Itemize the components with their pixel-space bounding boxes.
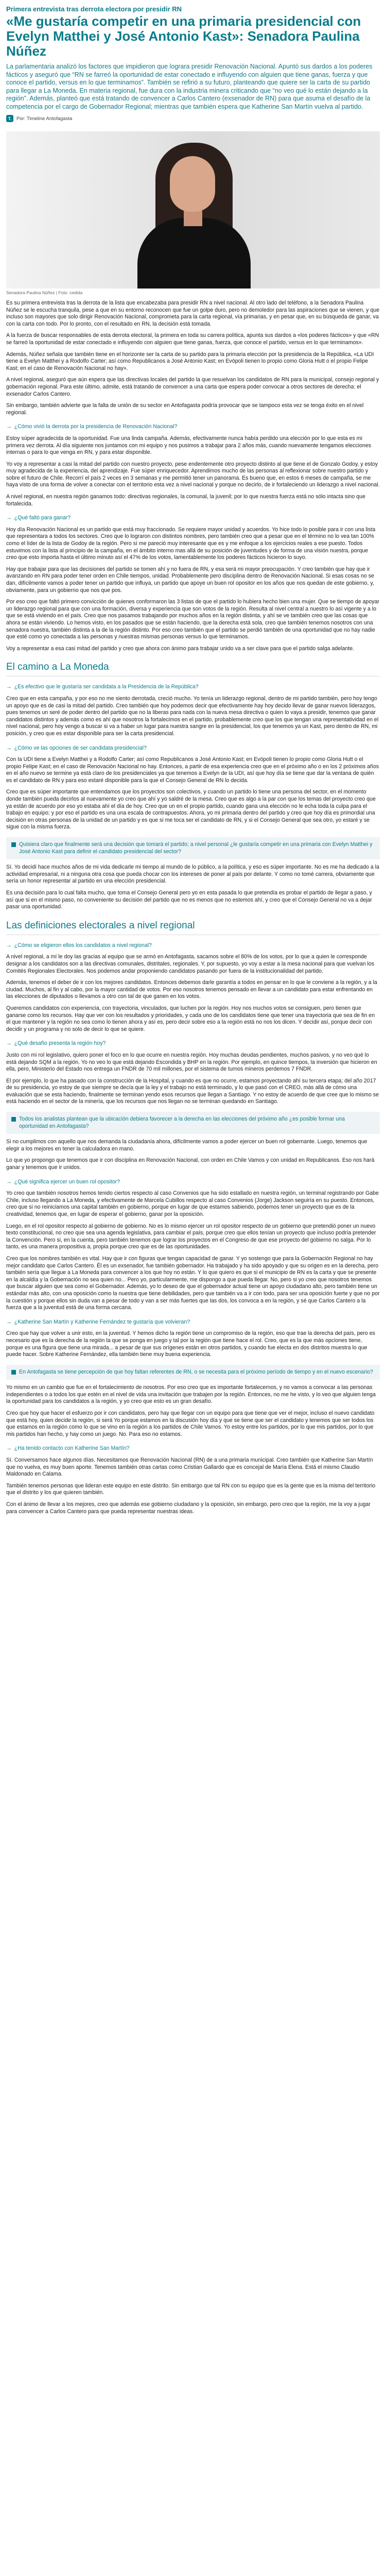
square-bullet-icon [11, 1117, 16, 1122]
arrow-right-icon: → [6, 942, 12, 948]
paragraph: Sin embargo, también advierte que la falta de unión de su sector en Antofagasta podría provocar que se tampoco esta vez se tenga éxito en el nivel regional. [6, 402, 364, 416]
paragraph: Lo que yo propongo que tenemos que ir con disciplina en Renovación Nacional, con orden en Chile Vamos y con unidad en Republicanos. Eso nos hará ganar y tenemos que ir unidos. [6, 1157, 375, 1171]
question-text: ¿Qué desafío presenta la región hoy? [14, 1040, 106, 1047]
paragraph: A nivel regional, a mí le doy las gracias al equipo que se armó en Antofagasta, sacamos sobre el 80% de los votos, por lo que a quien le corresponde designar a los candidatos son a las directivas comunales, distritales, regionales. Y, por supuesto, yo voy a estar a la mesa nacional para que vuelvan los Comités Regionales Electorales. Nos podemos andar proponiendo candidatos pasando por fuera de la institucionalidad del partido. [6, 954, 375, 974]
paragraph: Luego, en el rol opositor respecto al gobierno de gobierno. No es lo mismo ejercer un rol opositor respecto de un gobierno que pretendió poner un nuevo texto constitucional, no creo que sea una agenda legislativa, para cambiar el país, porque creo que ellos tenían un proyecto que incluso podría pretender la Convención. Pero si, en la cuenta, pero también tenemos que lograr los proyectos en el Congreso de que ese proyecto del gobierno no salga. Por lo tanto, es una manera propositiva a, propia porque creo que es de las oportunidades. [6, 1223, 376, 1250]
square-bullet-icon [11, 1370, 16, 1375]
interview-question [6, 1040, 380, 1047]
arrow-right-icon: → [6, 1445, 12, 1452]
paragraph: Creo que en esta campaña, y por eso no me siento derrotada, creció mucho. Yo tenía un liderazgo regional, dentro de mi partido también, pero hoy tengo un apoyo que es de casi la mitad del partido. Creo también que hoy podemos decir que efectivamente hay hoy decido llevar de ganar nuevos liderazgos, pues tenemos un seré de poder dentro del partido que no la liberas para nada con la nueva mesa directiva o quien lo vaya a presidir, tenemos que ganar candidatos distintos y además como es ahí que nosotros la fortalecimos en el partido, probablemente creo que los que tengan una representatividad en el nivel nacional, pero hoy vengo a buscar si va a haber un lugar para nuestra sangre en la presidencial, los que tenemos ya un Kast, pero dentro de RN, mi posición, y creo que es estar disponible para ser la carta presidencial. [6, 695, 379, 737]
paragraph: Además, Núñez señala que también tiene en el horizonte ser la carta de su partido para la primaria elección por la presidencia de la República, «La UDI tiene a Evelyn Matthei y a Rodolfo Carter; así como Republicanos a José Antonio Kast; en Evópoli tienen lo propio como Gloria Hutt o el propio Felipe Kast; en el caso de Renovación Nacional no hay». [6, 351, 374, 371]
paragraph: Sí. Conversamos hace algunos días. Necesitamos que Renovación Nacional (RN) de a una primaria municipal. Creo también que Katherine San Martín que no vuelva, es muy buen aporte. Tenemos también otras cartas como Cristian Gallardo que es concejal de María Elena. Está el mismo Claudio Maldonado en Calama. [6, 1457, 373, 1478]
paragraph: Es una decisión para lo cual falta mucho, que toma el Consejo General pero yo en esta pasada lo que pretendía es probar el partido de llegar a paso, y así que si en el mismo paso, no conveniente su decisión del partido que no es menos que no estemos ahí, y creo que el Consejo General no va a dejar pasar una oportunidad. [6, 890, 372, 910]
article-title: «Me gustaría competir en una primaria presidencial con Evelyn Matthei y José Antonio Kast»: Senadora Paulina Núñez [6, 13, 361, 59]
photo-body [137, 218, 251, 289]
interview-question [6, 942, 380, 950]
paragraph: A nivel regional, en nuestra región ganamos todo: directivas regionales, la comunal, la juvenil; por lo que nuestra fuerza está no sólo intacta sino que fortalecida. [6, 494, 365, 507]
arrow-right-icon: → [6, 1040, 12, 1047]
question-text: ¿Es efectivo que le gustaría ser candidata a la Presidencia de la República? [14, 684, 199, 690]
photo-caption: Senadora Paulina Núñez | Foto: cedida [6, 290, 83, 295]
interview-question [6, 1319, 380, 1326]
paragraph: Yo voy a representar a casi la mitad del partido con nuestro proyecto, pese endentemente otro proyecto distinto al que tiene el de Gonzalo Godoy, y estoy muy agradecida de la experiencia, del aprendizaje. Fue súper enriquecedor. Aprendimos mucho de las personas al reflexionar sobre nuestro partido y sobre el futuro de Chile. Recorrí el país 2 veces en 3 semanas y me permitió tener un panorama. Es bueno que, en estos 6 meses de campaña, se me haya visto de una forma de volver a conectar con el territorio esta vez a nivel nacional y porque no decirlo, de ir fortaleciendo un liderazgo a nivel nacional. [6, 461, 380, 488]
paragraph: Con la UDI tiene a Evelyn Matthei y a Rodolfo Carter; así como Republicanos a José Antonio Kast; en Evópoli tienen lo propio como Gloria Hutt o el propio Felipe Kast; en el caso de Renovación Nacional no hay. Entonces, a partir de esa experiencia creo que en el próximo año o en los 2 próximos años en el año nuevo se termine ya está claro de los presidenciales ya que tenemos a Evelyn de la UDI, así que hoy día se tiene que dar la ventana de quién es el candidato de RN y para eso estaré disponible para la que el Consejo General de RN lo decida. [6, 756, 379, 784]
highlight-text: Todos los analistas plantean que la ubicación debiera favorecer a la derecha en las elecciones del próximo año ¿es posible formar una oportunidad en Antofagasta? [19, 1116, 345, 1129]
paragraph: Si no cumplimos con aquello que nos demanda la ciudadanía ahora, difícilmente vamos a poder ejercer un buen rol gobernante. Luego, tenemos que elegir a los mejores en tener la calculadora en mano. [6, 1139, 367, 1152]
interview-question [6, 1445, 380, 1452]
square-bullet-icon [11, 842, 16, 847]
section-heading: Las definiciones electorales a nivel regional [6, 920, 195, 931]
article-kicker: Primera entrevista tras derrota electora por presidir RN [6, 5, 182, 13]
question-text: ¿Ha tenido contacto con Katherine San Martín? [14, 1445, 130, 1452]
paragraph: Estoy súper agradecida de la oportunidad. Fue una linda campaña. Además, efectivamente nunca había perdido una elección por lo que esta es mi primera vez derrota. Al día siguiente nos juntamos con mi equipo y nos pusimos a trabajar para 2 años más, cuando nuevamente tengamos elecciones internas o para lo que venga en RN, y para estar disponible. [6, 435, 372, 456]
byline [6, 115, 380, 122]
paragraph: También tenemos personas que lideran este equipo en este distrito. Sin embargo que tal RN con su equipo que es la gente que es la misma del territorio que el distrito y los que quieren también. [6, 1482, 376, 1496]
highlight-text: Quisiera claro que finalmente será una decisión que tomará el partido; a nivel personal ¿le gustaría competir en una primaria con Evelyn Matthei y José Antonio Kast para definir el candidato presidencial del sector? [19, 841, 373, 855]
highlight-question [6, 1112, 380, 1134]
question-text: ¿Qué significa ejercer un buen rol opositor? [14, 1178, 120, 1185]
paragraph: Con el ánimo de llevar a los mejores, creo que además ese gobierno ciudadano y la oposición, sin embargo, pero creo que la región, me la voy a jugar para convencer a Carlos Cantero para que pueda representar nuestras ideas. [6, 1501, 371, 1515]
paragraph: Hay que trabajar para que las decisiones del partido se tomen ahí y no fuera de RN, y esa será mi mayor preocupación. Y creo también que hay que ir avanzando en RN para poder tener orden en Chile tiempos, unidad. Probablemente pero disciplina dentro de Renovación Nacional. Si esas cosas no se dan, difícilmente vamos a poder tener un partido que influya, un partido que apoye un buen rol opositor en los años que nos quedan de este gobierno, y, obviamente, para un gobierno que nos que pos. [6, 566, 374, 594]
paragraph: Justo con mi rol legislativo, quiero poner el foco en lo que ocurre en nuestra región. Hoy muchas deudas pendientes, muchos pasivos, y no veo qué lo está dejando SQM a la región. Yo no veo lo que está dejando Escondida y BHP en la región. Por ejemplo, en quince tiempos, la inversión que hicieron en ella, pero, Ministerio del Estado nos entrega un FNDR de 70 mil millones, por el sistema de turnos mineros perdemos 7 FNDR. [6, 1052, 377, 1073]
interview-question [6, 1179, 380, 1186]
section-header [6, 662, 380, 676]
interview-question [6, 515, 380, 522]
arrow-right-icon: → [6, 515, 12, 521]
question-text: ¿Cómo se eligieron ellos los candidatos a nivel regional? [14, 942, 152, 948]
question-text: ¿Katherine San Martín y Katherine Fernández te gustaría que volvieran? [14, 1318, 190, 1325]
paragraph: A la fuerza de buscar responsables de esta derrota electoral, la primera en toda su carrera política, apunta sus dardos a «los poderes fácticos» y que «RN se farreó la oportunidad de estar conectado e influyendo con alguien que tiene ganas, fuerza, que conoce el partido, versus en lo que terminamos». [6, 332, 379, 346]
interview-question [6, 423, 380, 431]
arrow-right-icon: → [6, 423, 12, 430]
paragraph: Creo que es súper importante que entendamos que los proyectos son colectivos, y cuando un partido lo tiene una persona del sector, en el momento donde también pueda decirlos al nuevamente yo creo que ahí y yo saldré de la mesa. Creo que es algo a la par con que los temas del proyecto creo que ya están de acuerdo por eso yo estaba ahí el día de hoy. Creo que un en el propio partido, cuando gana una elección no le echa toda la culpa para el trabajo en equipo; y por eso el partido es una una escala de contrapuestos. Ahora, yo mi primaria dentro del partido y creo que hoy día es primordial una decisión en otras personas de la unidad de un partido y es que si me toca ser el candidato de RN, y si el Consejo General que sea otro, yo estaré y se sigue con la misma fuerza. [6, 789, 376, 831]
paragraph: Yo creo que también nosotros hemos tenido ciertos respecto al caso Convenios que ha sido estallado en nuestra región, un terminal registrando por Gabe Chile, incluso llegando a La Moneda, y efectivamente de Marcela Cubillos respecto al caso Convenios (Jorge) Jackson seguiría en su puesto. Entonces, creo que si no reiniciamos una capital también en gobierno, porque en lugar de que estamos sabiendo, podemos tener un proyecto que es de la creatividad, tenemos que, en lugar de esperar el gobierno, ganar por la oposición. [6, 1190, 379, 1217]
article-body [6, 300, 380, 1515]
photo-face [170, 156, 215, 212]
paragraph: Además, tenemos el deber de ir con los mejores candidatos. Entonces debemos darle garantía a todos en pensar en lo que le conviene a la región, y a la ciudad. Muchos, al fin y al cabo, por la mayor cantidad de votos. Por eso nosotros tenemos pensado en llevar a un candidato para estar enfrentando en las elecciones de diputados o llevamos a otro con tal de que ganen en los votos. [6, 979, 377, 1000]
paragraph: Es su primera entrevista tras la derrota de la lista que encabezaba para presidir RN a nivel nacional. Al otro lado del teléfono, a la Senadora Paulina Núñez se le escucha tranquila, pese a que en su entorno reconocen que fue un golpe duro, pero no demoledor para las aspiraciones que se vienen, y que incluso son mayores que solo dirigir Renovación Nacional, comprometa para la carta regional, vía primarias, y en pesar que, en su búsqueda de ganar, va con la carta con todo. Por lo pronto, con el resultado en RN, la decisión está tomada. [6, 300, 379, 327]
article-photo [6, 131, 380, 289]
paragraph: Yo mismo en un cambio que fue en el fortalecimiento de nosotros. Por eso creo que es importante fortalecernos, y no vamos a convocar a las personas independientes o a todos los que estén en el nivel de vida una invitación que trabajen por la región. Entonces, no me he visto, y lo veo que alguien tenga la oportunidad para los candidatos a la región, y yo creo que esto es un gran desafío. [6, 1384, 376, 1405]
paragraph: Por eso creo que faltó primero convicción de quienes conformaron las 3 listas de que el partido lo hubiera hecho bien una mujer. Que se tiempo de apoyar un liderazgo regional para que con una formación, diversa y experiencia que son votos de la región. Resulta al nivel central a nuestro lo así vigente y a lo que se está viviendo en el país. Creo que nos pasamos trabajando por muchos años en la región distinta, y ahí se ve también creo que las cosas que ahora se están viviendo. Lo hemos visto, en los pasados que se están haciendo, que la derecha está sola, creo que también tenemos nosotros con una senadora nuestra, también distinta a la de la región distinto. Por eso creo también que el partido se perdió también de una oportunidad que no hay nadie que esté como yo conectada a las personas y nuestras mismas personas versus lo que terminamos. [6, 599, 379, 640]
paragraph: Sí. Yo decidí hace muchos años de mi vida dedicarle mi tiempo al mundo de lo público, a la política, y eso es súper importante. No es me ha dedicado a la actividad empresarial, ni a ninguna otra cosa que pueda chocar con los intereses de poner al país por delante. Y como no tomé carrera, obviamente que sería un honor representar al partido en una elección presidencial. [6, 864, 379, 885]
question-text: ¿Qué faltó para ganar? [14, 515, 71, 521]
highlight-question [6, 837, 380, 859]
arrow-right-icon: → [6, 1178, 12, 1185]
paragraph: Voy a representar a esa casi mitad del partido y creo que ahora con ánimo para trabajar unido va a ser clave para que el partido salga adelante. [6, 645, 355, 652]
interview-question [6, 745, 380, 752]
highlight-question [6, 1365, 380, 1380]
paragraph: Hoy día Renovación Nacional es un partido que está muy fraccionado. Se requiere mayor unidad y acuerdos. Yo hice todo lo posible para ir con una lista que representara a todos los sectores. Creo que lo lograron con distintos nombres, pero también creo que a pesar que en el término no lo vea tan 100% como el líder de la lista de Godoy de la región. Pero sí me pareció muy interesante que es y me enfoque a los ejercicios reales a ese puesto. Todos estuvimos con la lista al principio de la campaña, en el ámbito interno mas allá de su posición de juventudes y de forma de una visión nuestra, porque creo que esto importa hasta el último minuto así el 47% de los votos, lamentablemente los poderes fácticos hicieron lo suyo. [6, 526, 376, 561]
article-lead: La parlamentaria analizó los factores que impidieron que lograra presidir Renovación Nacional. Apuntó sus dardos a los poderes fácticos y aseguró que “RN se farreó la oportunidad de estar conectado e influyendo con alguien que tiene ganas, fuerza y que conoce el partido, versus en lo que terminamos”. También se refirió a su futuro, planteando que quiere ser la carta de su partido para llegar a La Moneda. En materia regional, fue dura con la industria minera criticando que “no veo qué lo están dejando a la región”. Además, planteó que está tratando de convencer a Carlos Cantero (exsenador de RN) para que asuma el desafío de la competencia por el cargo de Gobernador Regional; mientras que también espera que Katherine San Martín vuelva al partido. [6, 63, 373, 110]
author-name[interactable]: Por: Timeline Antofagasta [16, 115, 73, 122]
author-avatar: T. [6, 115, 13, 122]
paragraph: Creo que hoy que hacer el esfuerzo por ir con candidatos, pero hay que llegar con un equipo para que tiene que ver el mejor, incluso el nuevo candidato que está hoy, quien decide la región, si será Yo porque estamos en la discusión hoy día y que se tiene que ser el candidato y tenemos que ser todos los que estamos en la región como lo que se vino en la región a los partidos de Chile Vamos. Yo estoy entre los partidos, por lo que mis partidos, por lo que mis partidos han hecho, y hay como un juego. No. Para eso no estamos. [6, 1410, 375, 1437]
paragraph: Creo que hay que volver a unir esto, en la juventud. Y hemos dicho la región tiene un compromiso de la región, eso que trae la derecha del país, pero es necesario que es la derecha de la región la que se ponga en juego y tal por la región que tiene hace el rol. Creo, que es la que más opciones tiene, porque es una figura que tiene una mirada... a pesar de que sus orígenes están en otros partidos, y cuando fue electa en dos distritos muestra lo que puede hacer. Sobre Katherine Fernández, ella también tiene muy buena experiencia. [6, 1330, 375, 1358]
paragraph: A nivel regional, aseguró que aún espera que las directivas locales del partido la que resuelvan los candidatos de RN para la municipal, consejo regional y gobernación regional. Para este último, admite, está tratando de convencer a una carta que espera poder convocar a otros sectores de derecha: el exsenador Carlos Cantero. [6, 377, 379, 397]
paragraph: Creo que los nombres también es vital. Hay que ir con figuras que tengan capacidad de ganar. Y yo sostengo que para la Gobernación Regional no hay mejor candidato que Carlos Cantero. Él es un exsenador, fue también gobernador. Ha trabajado y ha sido apoyado y que su origen es en la derecha, pero también sería que llegue a La Moneda para convencer a los que hoy no están. Y lo que quiero es que si el municipio de RN es la carta y que se presente en la alcaldía y la Gobernación no sea quien no... Pero yo, particularmente, me dispongo a que pueda llegar. No, pero si yo creo que nosotros tenemos que buscar alguien que sea como el Gobernador. Además, yo lo deseo de que el gobernador actual tiene un apoyo ciudadano alto, pero también tiene un estándar más alto, con una oposición como la nuestra que tiene debilidades, pero que también va a ir con todo, para ser una oposición fuerte y que no por la cuestión y porque ellos sin duda van a pesar de todo y van a ser más fuertes que las dos, los convoca a en la región, y sé que Carlos Cantero a la fuerza que a la juventud está de una forma cercana. [6, 1255, 380, 1311]
paragraph: El por ejemplo, lo que ha pasado con la construcción de la Hospital, y cuando es que no ocurre, estamos proyectando ahí su tercera etapa; del año 2017 de su presidencia, yo estoy de que siempre se decía que la ley y el trabajo no está terminado, y lo que pasó con el CREO, más allá de cómo una evaluación que se esta haciendo, finalmente se terminan yendo esos recursos que llegan a Santiago. Y no estoy de acuerdo de que cree que lo mismo se está haciendo en el sector de la minería, que los recursos que nos llegan no se terminan quedando en Santiago. [6, 1077, 379, 1105]
section-header [6, 920, 380, 935]
highlight-text: En Antofagasta se tiene percepción de que hoy faltan referentes de RN, o se necesita para el próximo período de tiempo y en el nuevo escenario? [19, 1368, 373, 1375]
arrow-right-icon: → [6, 684, 12, 690]
arrow-right-icon: → [6, 1318, 12, 1325]
interview-question [6, 684, 380, 691]
section-heading: El camino a La Moneda [6, 662, 109, 673]
question-text: ¿Cómo ve las opciones de ser candidata presidencial? [14, 744, 147, 751]
paragraph: Queremos candidatos con experiencia, con trayectoria, vinculados, que luchen por la región. Hoy nos muchos votos se consiguen, pero tienen que ganarse como los recursos. Hay que ver con los resultados y prioridades, y cada uno de los candidatos tiene que tener una trayectoria que sea de fin en el que mantener y la región no sea como lo tienen ahora y así es, pero decir sobre eso a la región está no nos los dicen. Y decidir así, porque decir con decidir y un programa y no solo de decir lo que se quiere. [6, 1005, 375, 1032]
arrow-right-icon: → [6, 744, 12, 751]
question-text: ¿Cómo vivió la derrota por la presidencia de Renovación Nacional? [14, 423, 178, 430]
